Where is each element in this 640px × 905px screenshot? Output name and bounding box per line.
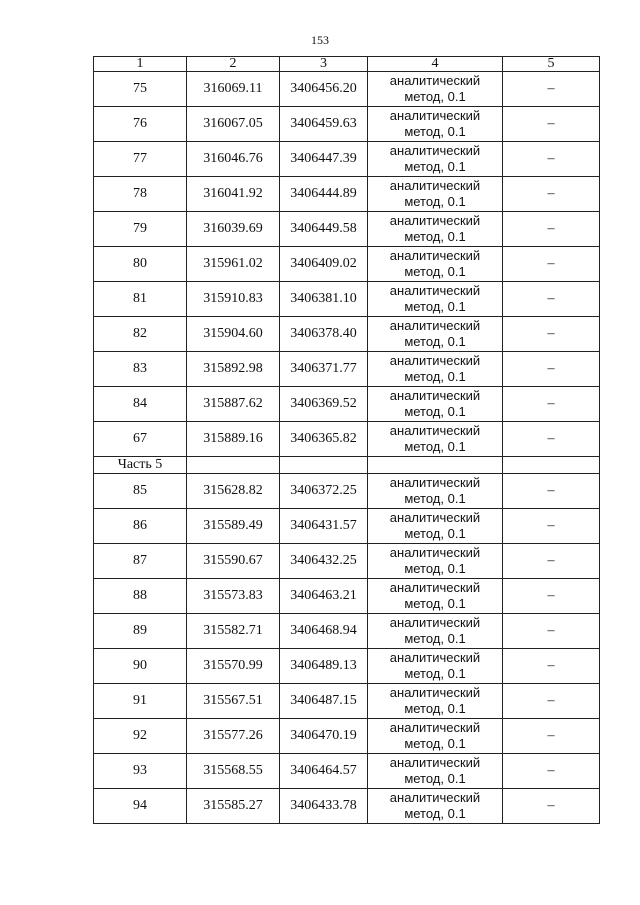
method-name: аналитический	[389, 615, 481, 630]
point-number-cell: 89	[94, 614, 187, 649]
point-number-cell: 75	[94, 72, 187, 107]
method-cell	[368, 212, 503, 247]
method-cell	[368, 544, 503, 579]
method-name: аналитический	[389, 353, 481, 368]
column-5-cell: –	[503, 107, 600, 142]
y-coordinate-cell: 3406381.10	[280, 282, 368, 317]
x-coordinate-cell: 315582.71	[187, 614, 280, 649]
x-coordinate-cell: 315567.51	[187, 684, 280, 719]
column-5-cell: –	[503, 142, 600, 177]
y-coordinate-cell: 3406463.21	[280, 579, 368, 614]
coordinates-table-body	[94, 57, 600, 824]
method-cell	[368, 579, 503, 614]
method-cell	[368, 247, 503, 282]
header-cell-4: 4	[368, 57, 503, 72]
point-number-cell: 77	[94, 142, 187, 177]
method-name: аналитический	[389, 108, 481, 123]
method-name: аналитический	[389, 318, 481, 333]
method-accuracy: метод, 0.1	[404, 369, 466, 384]
method-cell	[368, 72, 503, 107]
column-5-cell: –	[503, 614, 600, 649]
method-name: аналитический	[389, 143, 481, 158]
y-coordinate-cell: 3406432.25	[280, 544, 368, 579]
column-5-cell: –	[503, 754, 600, 789]
y-coordinate-cell: 3406378.40	[280, 317, 368, 352]
method-accuracy: метод, 0.1	[404, 806, 466, 821]
header-cell-2: 2	[187, 57, 280, 72]
column-5-cell: –	[503, 579, 600, 614]
method-name: аналитический	[389, 650, 481, 665]
x-coordinate-cell: 315570.99	[187, 649, 280, 684]
method-accuracy: метод, 0.1	[404, 159, 466, 174]
method-name: аналитический	[389, 580, 481, 595]
y-coordinate-cell: 3406371.77	[280, 352, 368, 387]
x-coordinate-cell: 315887.62	[187, 387, 280, 422]
table-row	[94, 177, 600, 212]
method-accuracy: метод, 0.1	[404, 526, 466, 541]
table-row	[94, 72, 600, 107]
x-coordinate-cell: 316067.05	[187, 107, 280, 142]
x-coordinate-cell: 315577.26	[187, 719, 280, 754]
point-number-cell: 86	[94, 509, 187, 544]
point-number-cell: 67	[94, 422, 187, 457]
y-coordinate-cell: 3406487.15	[280, 684, 368, 719]
y-coordinate-cell: 3406489.13	[280, 649, 368, 684]
column-5-cell: –	[503, 789, 600, 824]
column-5-cell: –	[503, 684, 600, 719]
method-accuracy: метод, 0.1	[404, 404, 466, 419]
y-coordinate-cell: 3406447.39	[280, 142, 368, 177]
table-row	[94, 684, 600, 719]
point-number-cell: 80	[94, 247, 187, 282]
method-name: аналитический	[389, 248, 481, 263]
y-coordinate-cell: 3406456.20	[280, 72, 368, 107]
point-number-cell: 94	[94, 789, 187, 824]
table-row	[94, 317, 600, 352]
table-row	[94, 719, 600, 754]
method-name: аналитический	[389, 213, 481, 228]
point-number-cell: 85	[94, 474, 187, 509]
table-row	[94, 142, 600, 177]
method-name: аналитический	[389, 388, 481, 403]
x-coordinate-cell: 315892.98	[187, 352, 280, 387]
method-cell	[368, 387, 503, 422]
method-accuracy: метод, 0.1	[404, 439, 466, 454]
x-coordinate-cell: 315585.27	[187, 789, 280, 824]
method-name: аналитический	[389, 790, 481, 805]
method-cell	[368, 684, 503, 719]
method-accuracy: метод, 0.1	[404, 89, 466, 104]
method-name: аналитический	[389, 755, 481, 770]
column-5-cell: –	[503, 544, 600, 579]
table-header-row	[94, 57, 600, 72]
table-row	[94, 422, 600, 457]
method-cell	[368, 177, 503, 212]
y-coordinate-cell: 3406409.02	[280, 247, 368, 282]
table-row	[94, 544, 600, 579]
x-coordinate-cell: 315910.83	[187, 282, 280, 317]
x-coordinate-cell: 315589.49	[187, 509, 280, 544]
table-row	[94, 649, 600, 684]
x-coordinate-cell: 316039.69	[187, 212, 280, 247]
column-5-cell: –	[503, 72, 600, 107]
y-coordinate-cell: 3406468.94	[280, 614, 368, 649]
point-number-cell: 78	[94, 177, 187, 212]
method-cell	[368, 754, 503, 789]
x-coordinate-cell: 315904.60	[187, 317, 280, 352]
x-coordinate-cell: 315573.83	[187, 579, 280, 614]
column-5-cell: –	[503, 282, 600, 317]
column-5-cell: –	[503, 422, 600, 457]
method-accuracy: метод, 0.1	[404, 596, 466, 611]
x-coordinate-cell: 315889.16	[187, 422, 280, 457]
method-cell	[368, 422, 503, 457]
x-coordinate-cell: 316041.92	[187, 177, 280, 212]
table-row	[94, 474, 600, 509]
part-row	[94, 457, 600, 474]
table-row	[94, 509, 600, 544]
y-coordinate-cell: 3406464.57	[280, 754, 368, 789]
table-row	[94, 352, 600, 387]
y-coordinate-cell: 3406365.82	[280, 422, 368, 457]
method-cell	[368, 352, 503, 387]
point-number-cell: 90	[94, 649, 187, 684]
column-5-cell: –	[503, 212, 600, 247]
method-name: аналитический	[389, 510, 481, 525]
method-name: аналитический	[389, 283, 481, 298]
method-name: аналитический	[389, 720, 481, 735]
y-coordinate-cell: 3406369.52	[280, 387, 368, 422]
method-cell	[368, 474, 503, 509]
table-row	[94, 579, 600, 614]
point-number-cell: 87	[94, 544, 187, 579]
header-cell-5: 5	[503, 57, 600, 72]
table-row	[94, 789, 600, 824]
point-number-cell: 83	[94, 352, 187, 387]
part-label: Часть 5	[94, 457, 187, 474]
method-accuracy: метод, 0.1	[404, 264, 466, 279]
column-5-cell: –	[503, 649, 600, 684]
column-5-cell: –	[503, 509, 600, 544]
y-coordinate-cell: 3406449.58	[280, 212, 368, 247]
method-accuracy: метод, 0.1	[404, 334, 466, 349]
method-cell	[368, 142, 503, 177]
point-number-cell: 82	[94, 317, 187, 352]
y-coordinate-cell: 3406470.19	[280, 719, 368, 754]
column-5-cell: –	[503, 317, 600, 352]
table-row	[94, 754, 600, 789]
y-coordinate-cell: 3406431.57	[280, 509, 368, 544]
point-number-cell: 91	[94, 684, 187, 719]
method-accuracy: метод, 0.1	[404, 561, 466, 576]
method-accuracy: метод, 0.1	[404, 701, 466, 716]
method-accuracy: метод, 0.1	[404, 194, 466, 209]
method-accuracy: метод, 0.1	[404, 491, 466, 506]
method-name: аналитический	[389, 178, 481, 193]
x-coordinate-cell: 315961.02	[187, 247, 280, 282]
point-number-cell: 93	[94, 754, 187, 789]
column-5-cell: –	[503, 352, 600, 387]
x-coordinate-cell: 316069.11	[187, 72, 280, 107]
method-name: аналитический	[389, 545, 481, 560]
x-coordinate-cell: 316046.76	[187, 142, 280, 177]
point-number-cell: 81	[94, 282, 187, 317]
table-row	[94, 107, 600, 142]
point-number-cell: 84	[94, 387, 187, 422]
method-accuracy: метод, 0.1	[404, 771, 466, 786]
method-name: аналитический	[389, 475, 481, 490]
y-coordinate-cell: 3406444.89	[280, 177, 368, 212]
header-cell-3: 3	[280, 57, 368, 72]
y-coordinate-cell: 3406433.78	[280, 789, 368, 824]
method-accuracy: метод, 0.1	[404, 229, 466, 244]
y-coordinate-cell: 3406372.25	[280, 474, 368, 509]
method-cell	[368, 282, 503, 317]
method-name: аналитический	[389, 73, 481, 88]
point-number-cell: 92	[94, 719, 187, 754]
method-name: аналитический	[389, 685, 481, 700]
empty-cell	[503, 457, 600, 474]
point-number-cell: 88	[94, 579, 187, 614]
column-5-cell: –	[503, 247, 600, 282]
method-accuracy: метод, 0.1	[404, 631, 466, 646]
method-cell	[368, 649, 503, 684]
method-cell	[368, 107, 503, 142]
table-row	[94, 614, 600, 649]
method-cell	[368, 317, 503, 352]
table-row	[94, 387, 600, 422]
point-number-cell: 76	[94, 107, 187, 142]
page-number: 153	[311, 33, 329, 47]
x-coordinate-cell: 315590.67	[187, 544, 280, 579]
x-coordinate-cell: 315628.82	[187, 474, 280, 509]
column-5-cell: –	[503, 177, 600, 212]
method-accuracy: метод, 0.1	[404, 299, 466, 314]
table-row	[94, 282, 600, 317]
method-accuracy: метод, 0.1	[404, 736, 466, 751]
coordinates-table	[93, 56, 600, 824]
x-coordinate-cell: 315568.55	[187, 754, 280, 789]
y-coordinate-cell: 3406459.63	[280, 107, 368, 142]
column-5-cell: –	[503, 719, 600, 754]
method-accuracy: метод, 0.1	[404, 124, 466, 139]
column-5-cell: –	[503, 387, 600, 422]
method-cell	[368, 789, 503, 824]
empty-cell	[187, 457, 280, 474]
method-cell	[368, 614, 503, 649]
method-cell	[368, 509, 503, 544]
table-row	[94, 212, 600, 247]
point-number-cell: 79	[94, 212, 187, 247]
method-name: аналитический	[389, 423, 481, 438]
method-accuracy: метод, 0.1	[404, 666, 466, 681]
empty-cell	[368, 457, 503, 474]
header-cell-1: 1	[94, 57, 187, 72]
empty-cell	[280, 457, 368, 474]
column-5-cell: –	[503, 474, 600, 509]
table-row	[94, 247, 600, 282]
method-cell	[368, 719, 503, 754]
